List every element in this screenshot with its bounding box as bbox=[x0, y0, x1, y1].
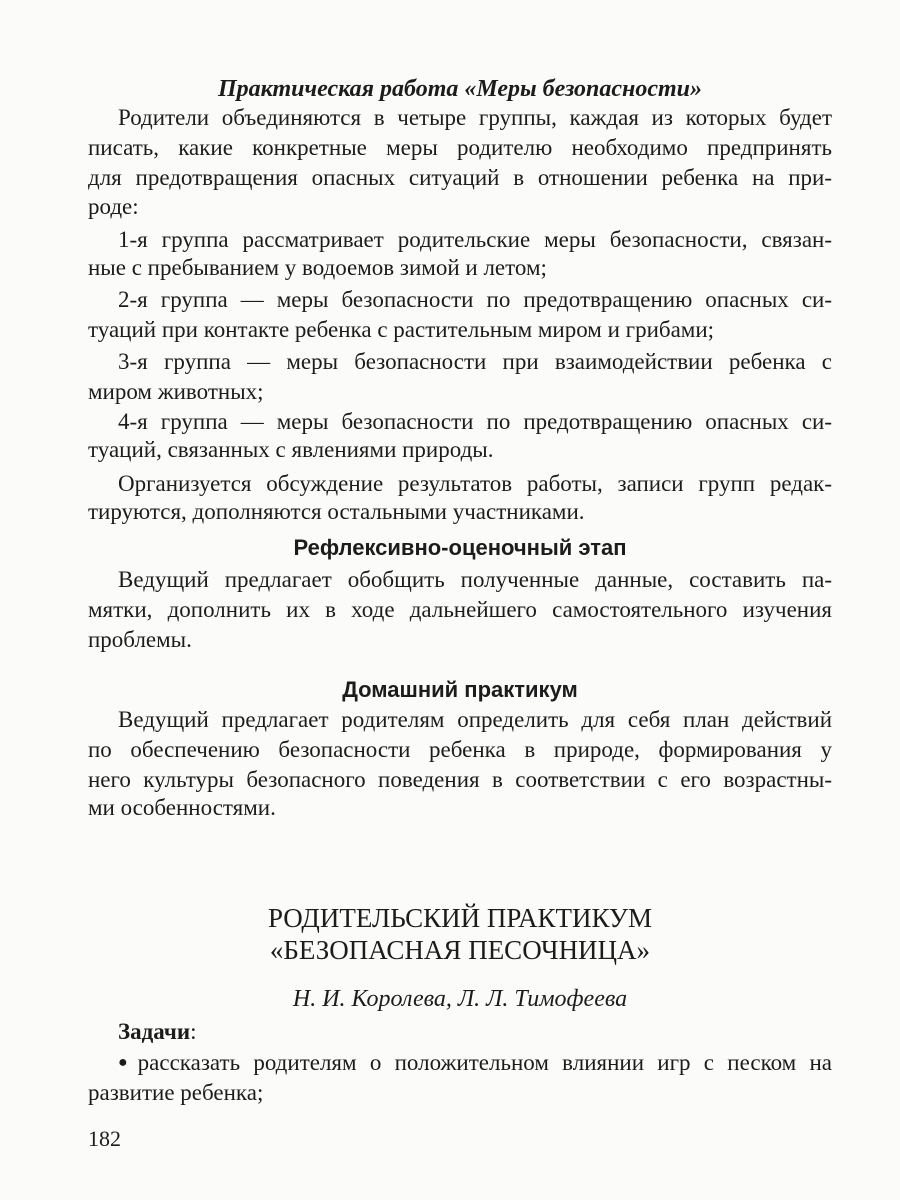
section-title: Практическая работа «Меры безопасности» bbox=[217, 76, 703, 102]
paragraph-line: ми особенностями. bbox=[88, 795, 276, 820]
task-line: развитие ребенка; bbox=[88, 1080, 264, 1105]
paragraph-line: Ведущий предлагает родителям определить для себя план действий bbox=[118, 707, 832, 732]
paragraph-line: Родители объединяются в четыре группы, каждая из которых будет bbox=[118, 105, 832, 130]
chapter-title: «БЕЗОПАСНАЯ ПЕСОЧНИЦА» bbox=[269, 935, 651, 965]
tasks-label: Задачи bbox=[118, 1019, 191, 1044]
group-1-line: 1-я группа рассматривает родительские меры безопасности, связан- bbox=[118, 227, 832, 252]
paragraph-line: роде: bbox=[88, 194, 139, 219]
group-3-line: миром животных; bbox=[88, 379, 264, 404]
paragraph-line: тируются, дополняются остальными участниками. bbox=[88, 499, 585, 524]
chapter-title: РОДИТЕЛЬСКИЙ ПРАКТИКУМ bbox=[267, 903, 653, 933]
group-1-line: ные с пребыванием у водоемов зимой и летом; bbox=[88, 255, 547, 280]
paragraph-line: мятки, дополнить их в ходе дальнейшего самостоятельного изучения bbox=[88, 597, 832, 622]
group-3-line: 3-я группа — меры безопасности при взаимодействии ребенка с bbox=[118, 349, 832, 374]
group-4-line: 4-я группа — меры безопасности по предотвращению опасных си- bbox=[118, 409, 832, 434]
paragraph-line: писать, какие конкретные меры родителю необходимо предпринять bbox=[88, 135, 832, 160]
group-2-line: туаций при контакте ребенка с растительным миром и грибами; bbox=[88, 317, 715, 342]
paragraph-line: для предотвращения опасных ситуаций в отношении ребенка на при- bbox=[88, 165, 832, 190]
bullet-icon: ● bbox=[118, 1054, 128, 1071]
chapter-authors: Н. И. Королева, Л. Л. Тимофеева bbox=[292, 986, 628, 1012]
task-text: рассказать родителям о положительном влиянии игр с песком на bbox=[137, 1050, 832, 1075]
paragraph-line: по обеспечению безопасности ребенка в природе, формирования у bbox=[88, 737, 832, 762]
paragraph-line: Ведущий предлагает обобщить полученные данные, составить па- bbox=[118, 567, 832, 592]
paragraph-line: него культуры безопасного поведения в соответствии с его возрастны- bbox=[88, 767, 832, 792]
group-2-line: 2-я группа — меры безопасности по предотвращению опасных си- bbox=[118, 287, 832, 312]
paragraph-line: Организуется обсуждение результатов работы, записи групп редак- bbox=[118, 471, 832, 496]
tasks-heading bbox=[118, 1018, 832, 1046]
group-4-line: туаций, связанных с явлениями природы. bbox=[88, 437, 494, 462]
section-heading: Рефлексивно-оценочный этап bbox=[293, 535, 627, 560]
tasks-colon: : bbox=[190, 1019, 197, 1044]
task-bullet-line bbox=[118, 1049, 832, 1077]
page-number: 182 bbox=[88, 1126, 121, 1151]
section-heading: Домашний практикум bbox=[342, 677, 578, 702]
paragraph-line: проблемы. bbox=[88, 627, 192, 652]
